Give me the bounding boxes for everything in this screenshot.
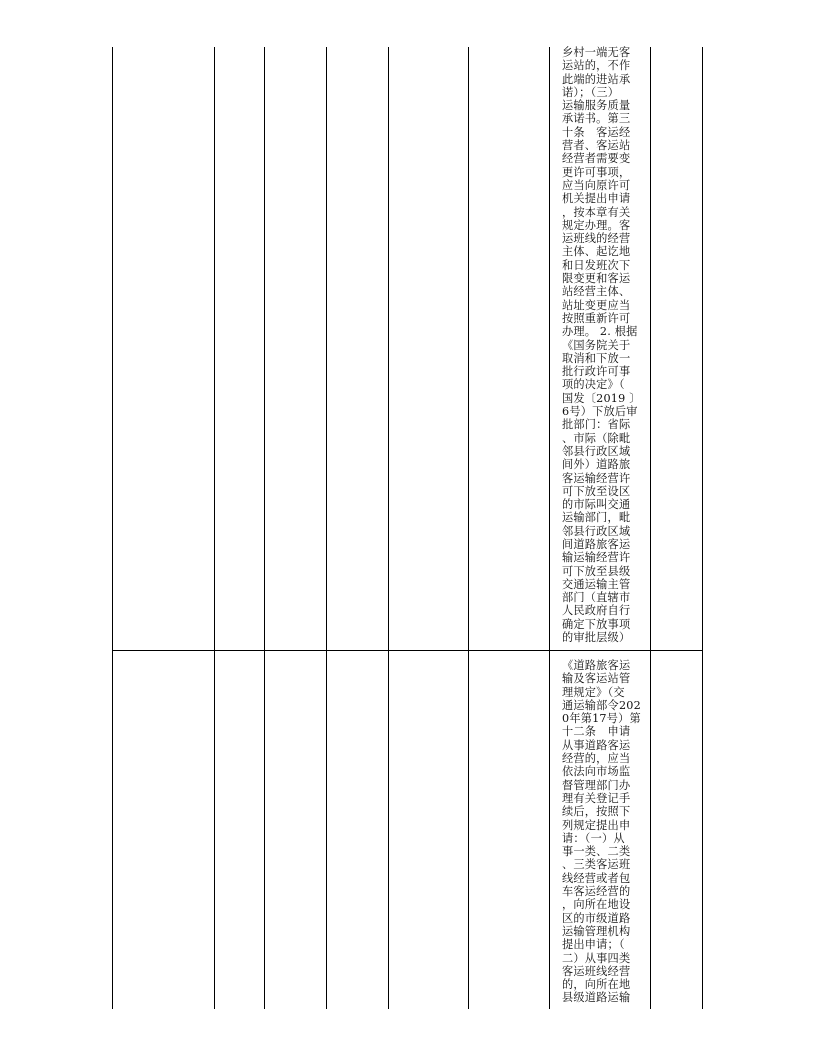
basis-line: 输及客运站管 (562, 672, 631, 686)
basis-line: 运输管理机构 (562, 924, 631, 938)
basis-line: 此端的进站承 (562, 72, 631, 86)
column-rule (702, 47, 703, 1009)
basis-line: 请：（一）从 (562, 831, 625, 845)
basis-line: 批行政许可事 (562, 365, 631, 379)
basis-line: 邻县行政区域 (562, 444, 631, 458)
basis-line: 二）从事四类 (562, 951, 631, 965)
basis-line: ，向所在地设 (562, 898, 631, 912)
basis-line: 间外）道路旅 (562, 458, 631, 472)
basis-line: 站经营主体、 (562, 285, 631, 299)
basis-line: 的，向所在地 (562, 978, 631, 992)
basis-line: 理规定》（交 (562, 685, 625, 699)
basis-line: 理有关登记手 (562, 791, 631, 805)
basis-line: 承诺书。第三 (562, 112, 631, 126)
basis-line: 经营的，应当 (562, 752, 631, 766)
column-rule (650, 47, 651, 1009)
basis-line: 的市际叫交通 (562, 498, 631, 512)
basis-line: 可下放至县级 (562, 564, 631, 578)
column-rule (388, 47, 389, 1009)
column-rule (264, 47, 265, 1009)
basis-line: 可下放至设区 (562, 484, 631, 498)
basis-line: 客运输经营许 (562, 471, 631, 485)
basis-line: 运输部门，毗 (562, 511, 631, 525)
basis-line: 《道路旅客运 (562, 659, 631, 672)
basis-line: 、三类客运班 (562, 858, 631, 872)
basis-line: 按照重新许可 (562, 311, 631, 325)
table-row-2-basis-cell (562, 659, 642, 1011)
table-row-1-basis-cell (562, 46, 642, 646)
basis-line: 事一类、二类 (562, 845, 631, 859)
basis-line: 运输服务质量 (562, 99, 631, 113)
basis-line: 车客运经营的 (562, 885, 631, 899)
basis-line: 办理。 2. 根据 (562, 325, 638, 339)
column-rule (549, 47, 550, 1009)
row-separator (112, 650, 703, 651)
basis-line: 提出申请；（ (562, 938, 625, 952)
basis-line: 间道路旅客运 (562, 537, 631, 551)
basis-line: 通运输部令202 (562, 698, 641, 712)
basis-line: 督管理部门办 (562, 778, 631, 792)
basis-line: 批部门：省际 (562, 418, 631, 432)
basis-line: 列规定提出申 (562, 818, 631, 832)
basis-line: 人民政府自行 (562, 604, 631, 618)
basis-line: 运站的，不作 (562, 59, 631, 73)
basis-line: 客运班线经营 (562, 964, 631, 978)
basis-line: 乡村一端无客 (562, 46, 631, 59)
basis-line: 营者、客运站 (562, 139, 631, 153)
basis-line: 运班线的经营 (562, 232, 631, 246)
basis-line: 经营者需要变 (562, 152, 631, 166)
basis-line: 站址变更应当 (562, 298, 631, 312)
basis-line: 更许可事项， (562, 165, 631, 179)
basis-line: 6号）下放后审 (562, 405, 638, 419)
basis-line: 限变更和客运 (562, 272, 631, 286)
basis-line: 国发〔2019 〕 (562, 391, 641, 405)
basis-line: 部门（直辖市 (562, 591, 631, 605)
basis-line: 诺）；（三） (562, 85, 620, 99)
basis-line: 和日发班次下 (562, 258, 631, 272)
basis-line: 项的决定》（ (562, 378, 625, 392)
basis-line: 县级道路运输 (562, 991, 631, 1005)
basis-line: 从事道路客运 (562, 738, 631, 752)
basis-line: ，按本章有关 (562, 205, 631, 219)
basis-line: 取消和下放一 (562, 351, 631, 365)
basis-line: 十条 客运经 (562, 125, 631, 139)
basis-line: 的审批层级） (562, 631, 631, 645)
basis-line: 线经营或者包 (562, 871, 631, 885)
basis-line: 主体、起讫地 (562, 245, 631, 259)
basis-line: 十二条 申请 (562, 725, 631, 739)
column-rule (468, 47, 469, 1009)
basis-line: 依法向市场监 (562, 765, 631, 779)
basis-line: 机关提出申请 (562, 192, 631, 206)
column-rule (326, 47, 327, 1009)
basis-line: 确定下放事项 (562, 617, 631, 631)
basis-line: 0年第17号）第 (562, 712, 641, 726)
basis-line: 规定办理。客 (562, 218, 631, 232)
basis-line: 交通运输主管 (562, 577, 631, 591)
basis-line: 区的市级道路 (562, 911, 631, 925)
basis-line: 、市际（除毗 (562, 431, 631, 445)
basis-line: 应当向原许可 (562, 178, 631, 192)
basis-line: 邻县行政区域 (562, 524, 631, 538)
basis-line: 输运输经营许 (562, 551, 631, 565)
column-rule (112, 47, 113, 1009)
basis-line: 续后，按照下 (562, 805, 631, 819)
column-rule (214, 47, 215, 1009)
basis-line: 《国务院关于 (562, 338, 631, 352)
